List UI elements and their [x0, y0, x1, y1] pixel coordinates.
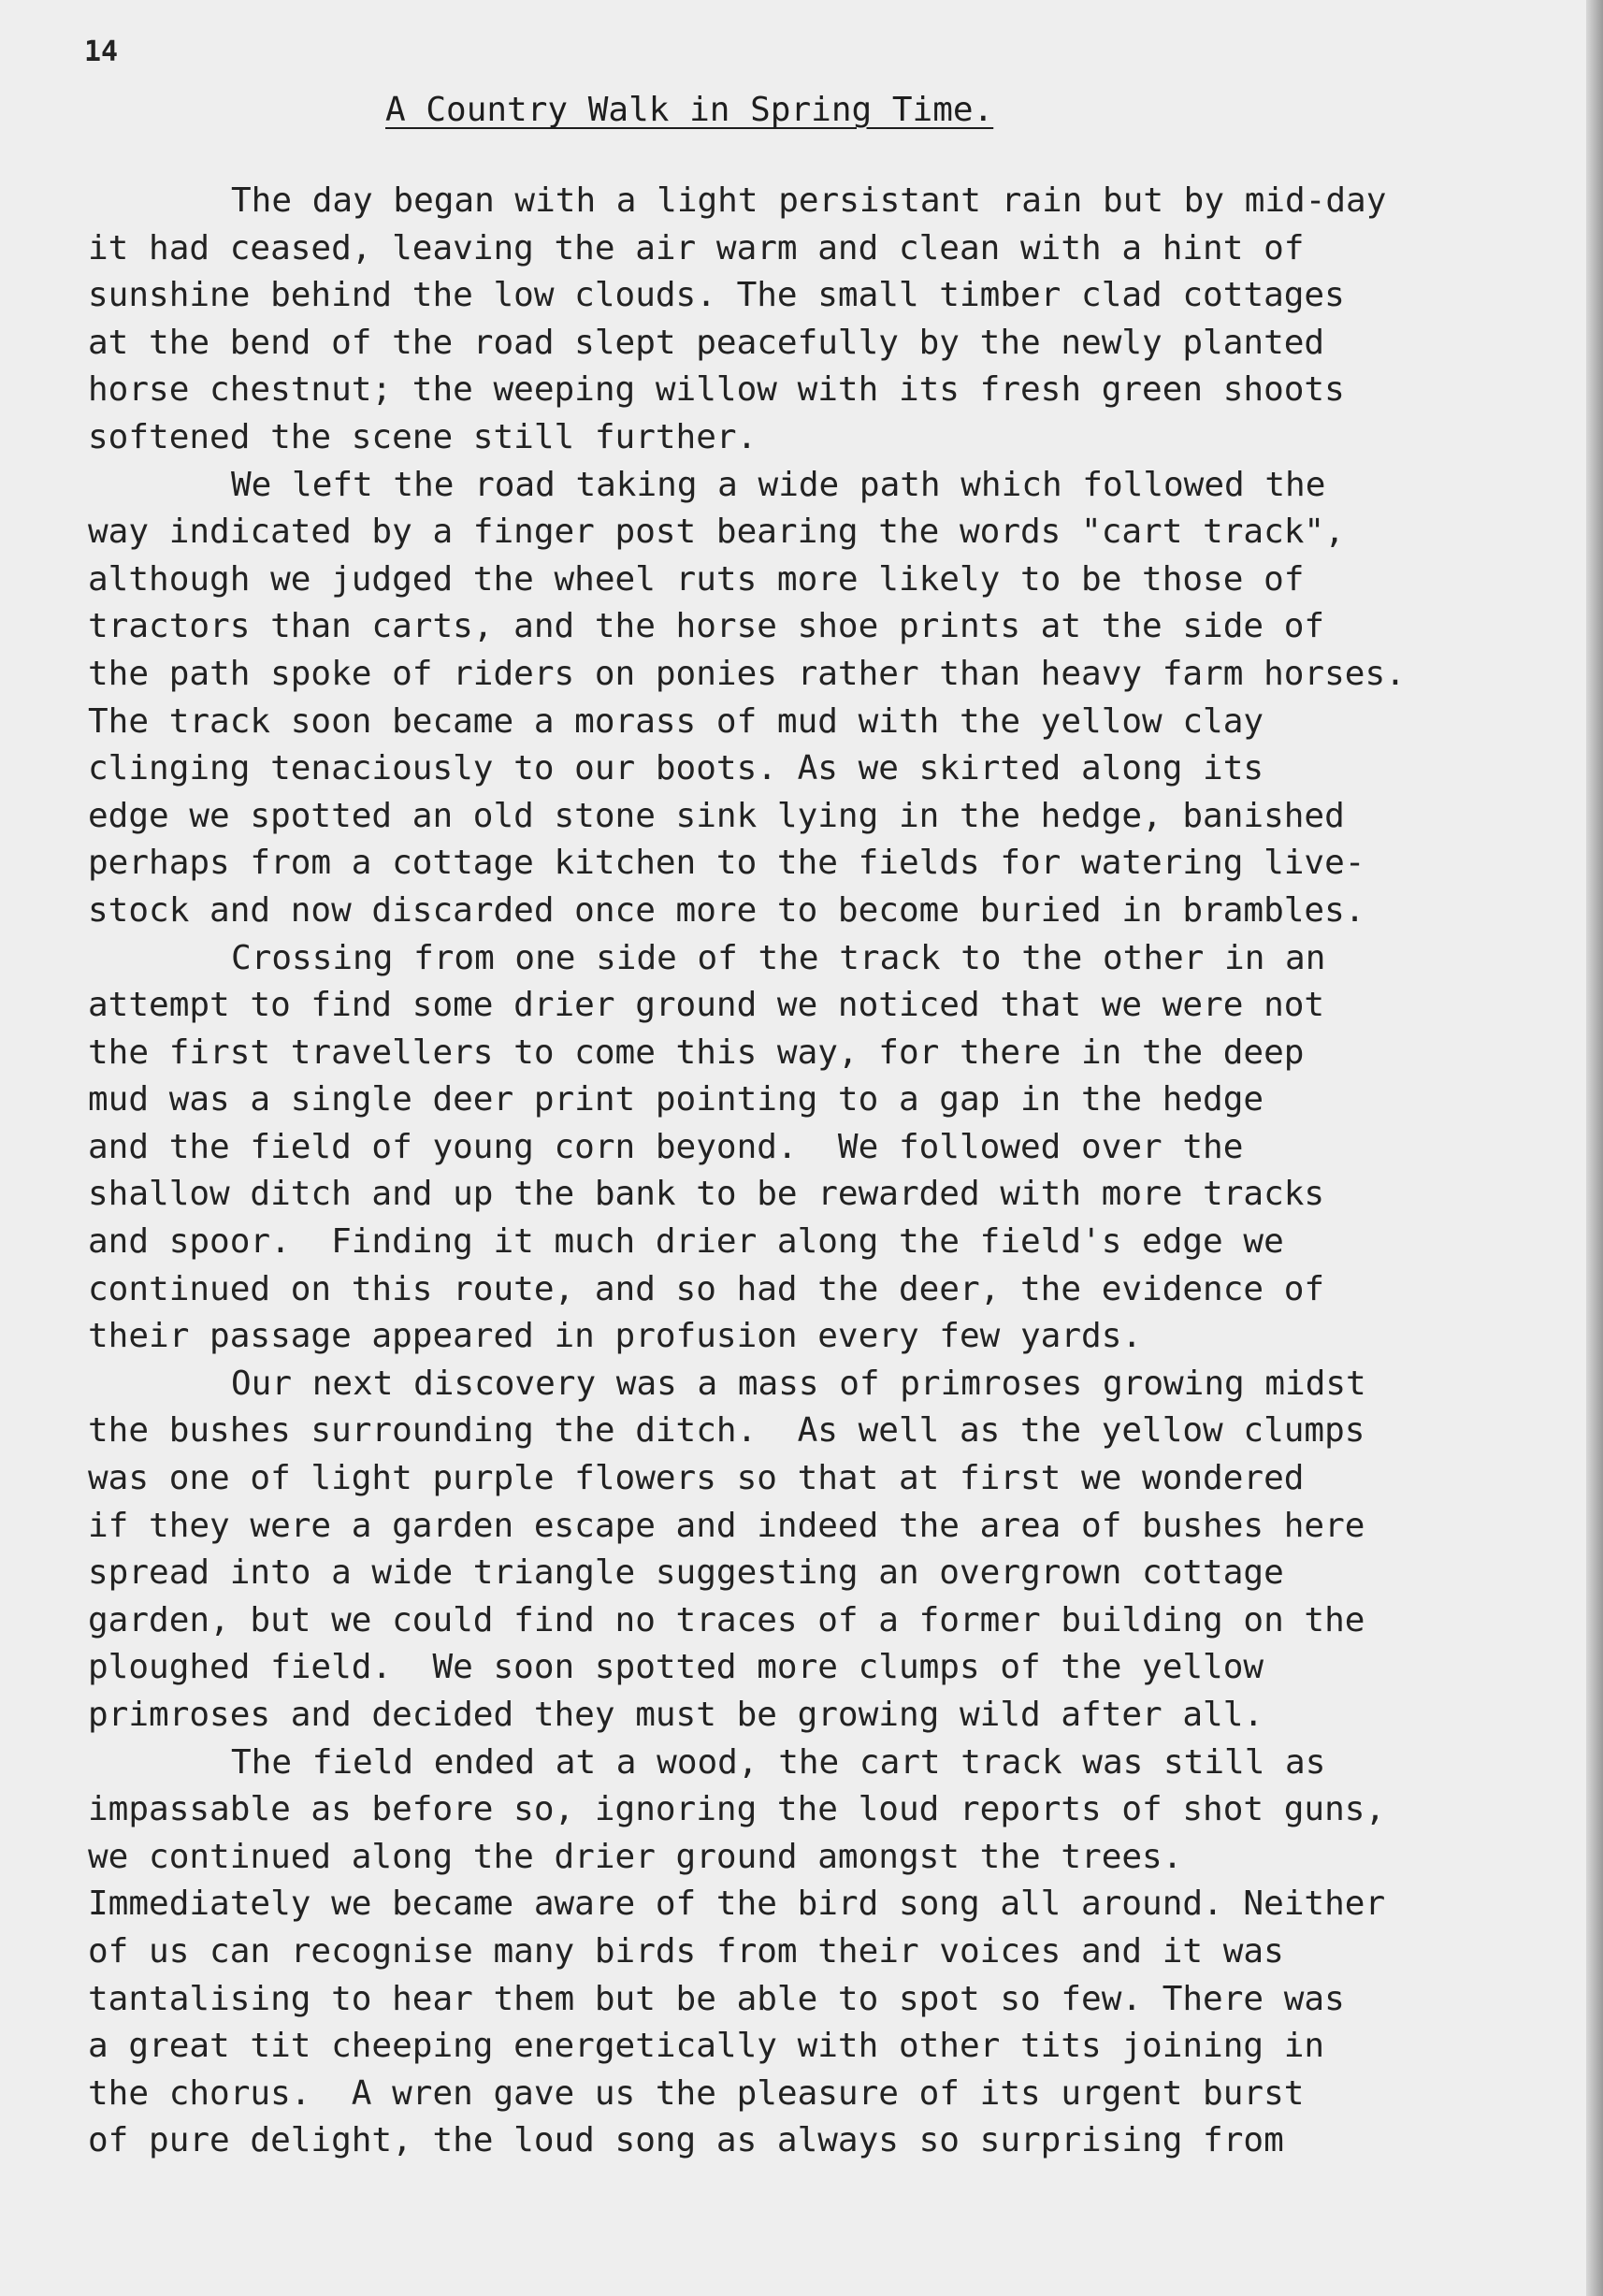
text-line: mud was a single deer print pointing to a gap in the hedge [88, 1080, 1264, 1119]
text-line: if they were a garden escape and indeed the area of bushes here [88, 1506, 1365, 1545]
text-line: garden, but we could find no traces of a former building on the [88, 1600, 1365, 1639]
text-line: softened the scene still further. [88, 417, 758, 456]
text-line: way indicated by a finger post bearing the words "cart track", [88, 513, 1345, 552]
text-line: Immediately we became aware of the bird song all around. Neither [88, 1884, 1386, 1924]
text-line: edge we spotted an old stone sink lying in the hedge, banished [88, 796, 1345, 835]
text-line: spread into a wide triangle suggesting an overgrown cottage [88, 1553, 1284, 1593]
text-line: sunshine behind the low clouds. The small timber clad cottages [88, 276, 1345, 315]
text-line: we continued along the drier ground amongst the trees. [88, 1837, 1183, 1876]
article-body [88, 178, 1603, 2165]
text-line: clinging tenaciously to our boots. As we skirted along its [88, 749, 1264, 788]
text-line: and the field of young corn beyond. We followed over the [88, 1127, 1244, 1166]
text-line: it had ceased, leaving the air warm and clean with a hint of [88, 228, 1305, 267]
text-line: The day began with a light persistant rain but by mid-day [231, 181, 1387, 220]
text-line: Our next discovery was a mass of primroses growing midst [231, 1364, 1366, 1403]
text-line: of us can recognise many birds from their voices and it was [88, 1931, 1284, 1971]
text-line: We left the road taking a wide path which followed the [231, 465, 1326, 504]
text-line: the bushes surrounding the ditch. As well as the yellow clumps [88, 1411, 1365, 1451]
text-line: attempt to find some drier ground we noticed that we were not [88, 986, 1325, 1025]
text-line: The track soon became a morass of mud with the yellow clay [88, 701, 1264, 741]
paragraph [88, 935, 1603, 1361]
text-line: shallow ditch and up the bank to be rewarded with more tracks [88, 1175, 1325, 1214]
text-line: although we judged the wheel ruts more likely to be those of [88, 559, 1305, 599]
text-line: horse chestnut; the weeping willow with its fresh green shoots [88, 370, 1345, 410]
paragraph [88, 1740, 1603, 2165]
text-line: of pure delight, the loud song as always so surprising from [88, 2121, 1284, 2160]
text-line: primroses and decided they must be growing wild after all. [88, 1696, 1264, 1734]
paragraph [88, 178, 1603, 462]
text-line: and spoor. Finding it much drier along the field's edge we [88, 1222, 1284, 1262]
text-line: was one of light purple flowers so that at first we wondered [88, 1459, 1305, 1498]
text-line: their passage appeared in profusion every few yards. [88, 1317, 1143, 1356]
text-line: the path spoke of riders on ponies rather than heavy farm horses. [88, 654, 1406, 693]
text-line: the first travellers to come this way, for there in the deep [88, 1032, 1305, 1072]
text-line: The field ended at a wood, the cart track was still as [231, 1742, 1326, 1782]
text-line: tantalising to hear them but be able to spot so few. There was [88, 1979, 1345, 2018]
text-line: tractors than carts, and the horse shoe prints at the side of [88, 607, 1325, 646]
text-line: the chorus. A wren gave us the pleasure of its urgent burst [88, 2073, 1305, 2113]
text-line: Crossing from one side of the track to the other in an [231, 938, 1326, 977]
text-line: perhaps from a cottage kitchen to the fields for watering live- [88, 844, 1365, 883]
text-line: stock and now discarded once more to become buried in brambles. [88, 890, 1365, 930]
article-title: A Country Walk in Spring Time. [385, 91, 994, 129]
text-line: impassable as before so, ignoring the loud reports of shot guns, [88, 1790, 1386, 1829]
text-line: a great tit cheeping energetically with other tits joining in [88, 2027, 1325, 2066]
text-line: at the bend of the road slept peacefully by the newly planted [88, 323, 1325, 362]
text-line: ploughed field. We soon spotted more clumps of the yellow [88, 1648, 1264, 1687]
text-line: continued on this route, and so had the deer, the evidence of [88, 1269, 1325, 1308]
paragraph [88, 462, 1603, 935]
paragraph [88, 1361, 1603, 1740]
page-number: 14 [84, 36, 119, 68]
